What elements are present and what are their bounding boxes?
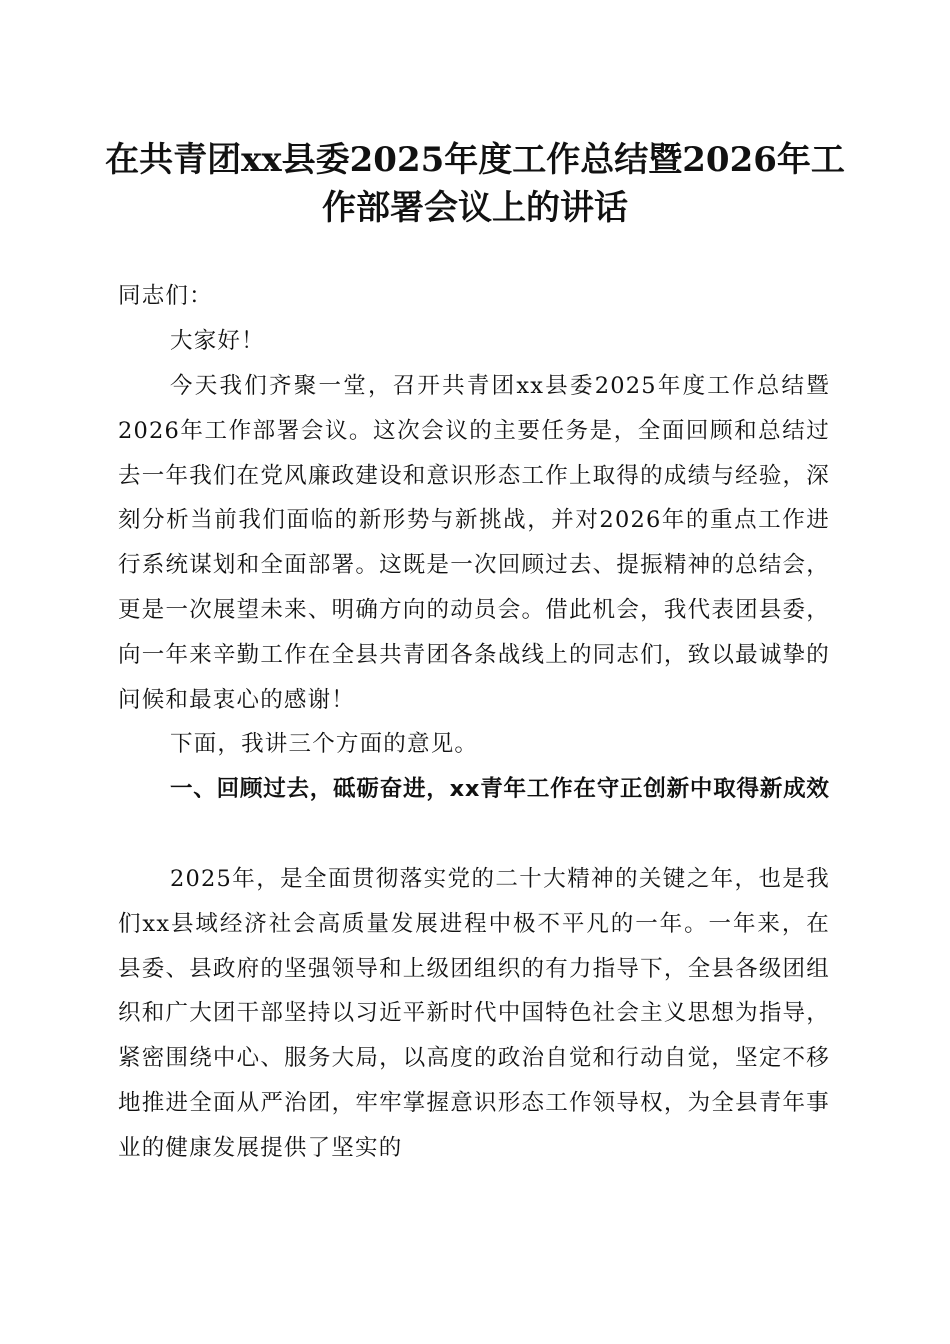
salutation: 同志们：	[118, 283, 213, 309]
paragraph-review: 2025年，是全面贯彻落实党的二十大精神的关键之年，也是我们xx县域经济社会高质量发展进程中极不平凡的一年。一年来，在县委、县政府的坚强领导和上级团组织的有力指导下，全县各级团组织和广大团干部坚持以习近平新时代中国特色社会主义思想为指导，紧密围绕中心、服务大局，以高度的政治自觉和行动自觉，坚定不移地推进全面从严治团，牢牢掌握意识形态工作领导权，为全县青年事业的健康发展提供了坚实的	[118, 866, 830, 1161]
document-title: 在共青团xx县委2025年度工作总结暨2026年工作部署会议上的讲话	[105, 140, 845, 228]
greeting: 大家好！	[170, 328, 265, 354]
paragraph-outline: 下面，我讲三个方面的意见。	[170, 731, 479, 757]
section-heading: 一、回顾过去，砥砺奋进，xx青年工作在守正创新中取得新成效	[170, 776, 830, 802]
paragraph-opening: 今天我们齐聚一堂，召开共青团xx县委2025年度工作总结暨2026年工作部署会议。这次会议的主要任务是，全面回顾和总结过去一年我们在党风廉政建设和意识形态工作上取得的成绩与经验，深刻分析当前我们面临的新形势与新挑战，并对2026年的重点工作进行系统谋划和全面部署。这既是一次回顾过去、提振精神的总结会，更是一次展望未来、明确方向的动员会。借此机会，我代表团县委，向一年来辛勤工作在全县共青团各条战线上的同志们，致以最诚挚的问候和最衷心的感谢！	[118, 373, 830, 713]
